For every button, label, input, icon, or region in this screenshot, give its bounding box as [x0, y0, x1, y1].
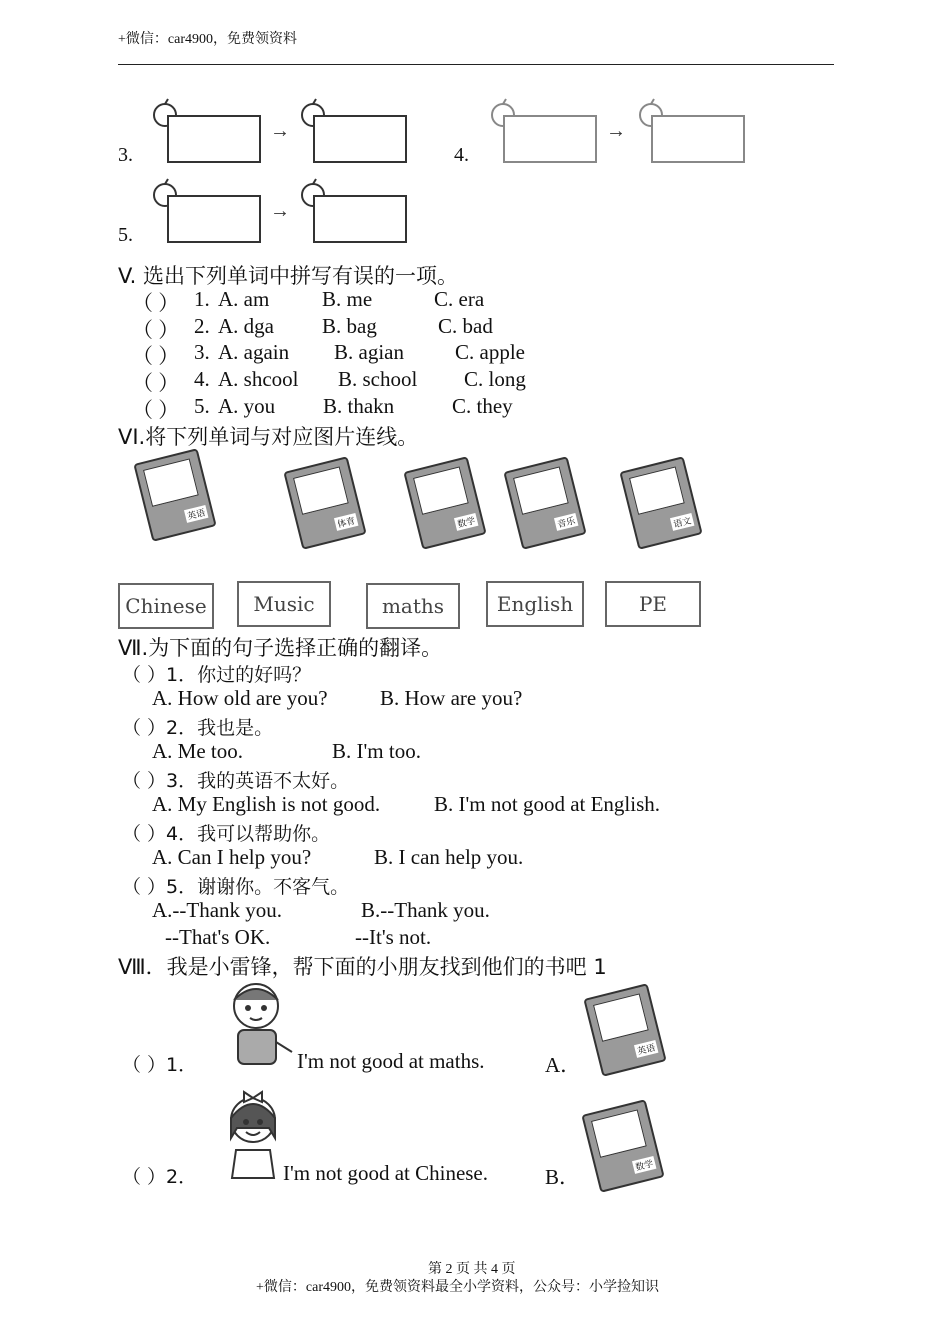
question-number: 2. [194, 314, 210, 338]
answer-box[interactable] [651, 115, 745, 163]
answer-box[interactable] [167, 195, 261, 243]
option-b[interactable]: B. I'm too. [332, 739, 421, 763]
book-english-image[interactable] [133, 448, 216, 542]
question-prompt: （ ）1． [122, 1054, 198, 1076]
header-note: +微信：car4900，免费领资料 [118, 32, 297, 47]
option-c: C. apple [455, 340, 525, 364]
option-a[interactable]: A. My English is not good. [152, 792, 381, 816]
option-a[interactable]: A. How old are you? [152, 686, 328, 710]
word-card[interactable]: Chinese [118, 583, 214, 629]
option-b-reply: --It's not. [355, 925, 432, 949]
section-title-viii: Ⅷ．我是小雷锋，帮下面的小朋友找到他们的书吧 1 [118, 955, 607, 979]
boy-image [222, 978, 296, 1070]
book-label: 音乐 [554, 513, 579, 531]
section-title-v: V. 选出下列单词中拼写有误的一项。 [118, 264, 459, 288]
option-a: A. am [218, 287, 270, 311]
book-label: 语文 [670, 513, 695, 531]
option-c: C. they [452, 394, 513, 418]
item-number: 3. [118, 144, 133, 166]
page-number: 第 2 页 共 4 页 [428, 1262, 516, 1277]
option-a[interactable]: A.--Thank you. [152, 898, 283, 922]
book-label: 数学 [454, 513, 479, 531]
sentence: I'm not good at maths. [297, 1049, 485, 1073]
option-b[interactable]: B. I'm not good at English. [434, 792, 661, 816]
option-b[interactable]: B. I can help you. [374, 845, 524, 869]
word-card[interactable]: Music [237, 581, 331, 627]
book-english-image[interactable] [583, 983, 666, 1077]
footer-note: +微信：car4900，免费领资料最全小学资料，公众号：小学捡知识 [256, 1280, 659, 1295]
arrow-right-icon: → [270, 120, 290, 142]
section-title-vii: Ⅶ.为下面的句子选择正确的翻译。 [118, 636, 443, 660]
option-a: A. you [218, 394, 276, 418]
answer-box[interactable] [313, 115, 407, 163]
option-b[interactable]: B.--Thank you. [361, 898, 490, 922]
book-pe-image[interactable] [283, 456, 366, 550]
book-music-image[interactable] [503, 456, 586, 550]
option-a[interactable]: A. Me too. [152, 739, 243, 763]
question-number: 3. [194, 340, 210, 364]
question-prompt: （ ）5．谢谢你。不客气。 [122, 876, 350, 898]
question-prompt: （ ）1．你过的好吗？ [122, 664, 312, 686]
answer-box[interactable] [313, 195, 407, 243]
question-prompt: （ ）2．我也是。 [122, 717, 274, 739]
bracket[interactable]: （ ） [132, 398, 180, 422]
option-c: C. bad [438, 314, 493, 338]
header-divider [118, 64, 834, 65]
option-b: B. thakn [323, 394, 395, 418]
option-b: B. bag [322, 314, 377, 338]
word-card[interactable]: PE [605, 581, 701, 627]
option-c: C. era [434, 287, 485, 311]
question-number: 4. [194, 367, 210, 391]
sentence: I'm not good at Chinese. [283, 1161, 489, 1185]
book-label: 数学 [632, 1156, 657, 1174]
book-maths-image[interactable] [403, 456, 486, 550]
option-b[interactable]: B. How are you? [380, 686, 523, 710]
item-number: 4. [454, 144, 469, 166]
question-number: 1. [194, 287, 210, 311]
answer-box[interactable] [503, 115, 597, 163]
bracket[interactable]: （ ） [132, 318, 180, 342]
word-card[interactable]: maths [366, 583, 460, 629]
answer-box[interactable] [167, 115, 261, 163]
question-number: 5. [194, 394, 210, 418]
question-prompt: （ ）2． [122, 1166, 198, 1188]
option-a: A. shcool [218, 367, 299, 391]
question-prompt: （ ）4．我可以帮助你。 [122, 823, 331, 845]
arrow-right-icon: → [270, 200, 290, 222]
option-b: B. school [338, 367, 418, 391]
option-a[interactable]: A. Can I help you? [152, 845, 312, 869]
book-label: 英语 [634, 1040, 659, 1058]
item-number: 5. [118, 224, 133, 246]
option-a: A. dga [218, 314, 274, 338]
question-prompt: （ ）3．我的英语不太好。 [122, 770, 350, 792]
word-card[interactable]: English [486, 581, 584, 627]
book-label: 体育 [334, 513, 359, 531]
girl-image [222, 1084, 284, 1180]
book-chinese-image[interactable] [619, 456, 702, 550]
option-a-reply: --That's OK. [165, 925, 271, 949]
book-label: 英语 [184, 505, 209, 523]
bracket[interactable]: （ ） [132, 344, 180, 368]
option-label[interactable]: A． [545, 1053, 582, 1077]
bracket[interactable]: （ ） [132, 291, 180, 315]
option-b: B. me [322, 287, 373, 311]
section-title-vi: VI.将下列单词与对应图片连线。 [118, 425, 419, 449]
arrow-right-icon: → [606, 120, 626, 142]
bracket[interactable]: （ ） [132, 371, 180, 395]
option-b: B. agian [334, 340, 404, 364]
option-label[interactable]: B． [545, 1165, 581, 1189]
book-maths-image[interactable] [581, 1099, 664, 1193]
option-c: C. long [464, 367, 526, 391]
option-a: A. again [218, 340, 290, 364]
